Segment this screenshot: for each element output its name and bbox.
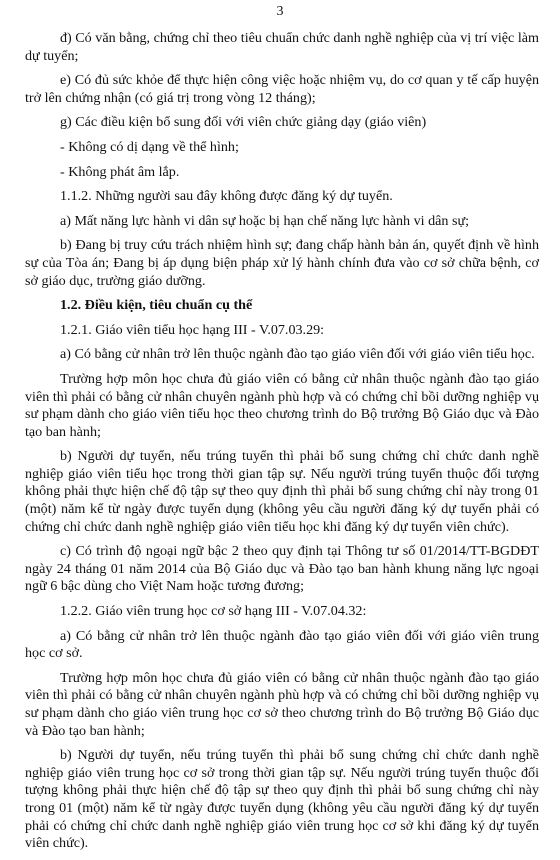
list-item-di-dang: - Không có dị dạng về thể hình; [60, 138, 239, 155]
page-number: 3 [276, 4, 284, 19]
list-item-phat-am: - Không phát âm lắp. [60, 163, 180, 180]
paragraph-g-dieu-kien-bo-sung: g) Các điều kiện bổ sung đối với viên chức giảng dạy (giáo viên) [60, 114, 427, 131]
paragraph-a-mat-nang-luc: a) Mất năng lực hành vi dân sự hoặc bị hạn chế năng lực hành vi dân sự; [60, 212, 470, 229]
paragraph-e-suc-khoe: e) Có đủ sức khỏe để thực hiện công việc hoặc nhiệm vụ, do cơ quan y tế cấp huyện trở lên chứng nhận (có giá trị trong vòng 12 tháng); [25, 72, 539, 106]
paragraph-1-2-2-a: a) Có bằng cử nhân trở lên thuộc ngành đào tạo giáo viên đối với giáo viên trung học cơ sở. [25, 627, 539, 662]
section-1-2-1-heading: 1.2.1. Giáo viên tiểu học hạng III - V.07.03.29: [60, 321, 325, 338]
paragraph-1-2-1-truong-hop: Trường hợp môn học chưa đủ giáo viên có bằng cử nhân thuộc ngành đào tạo giáo viên thì phải có bằng cử nhân chuyên ngành phù hợp và có chứng chỉ bồi dưỡng nghiệp vụ sư phạm dành cho giáo viên tiểu học theo chương trình do Bộ trưởng Bộ Giáo dục và Đào tạo ban hành; [25, 370, 539, 440]
paragraph-1-2-1-c: c) Có trình độ ngoại ngữ bậc 2 theo quy định tại Thông tư số 01/2014/TT-BGDĐT ngày 24 tháng 01 năm 2014 của Bộ Giáo dục và Đào tạo ban hành khung năng lực ngoại ngữ 6 bậc dùng cho Việt Nam hoặc tương đương; [25, 543, 539, 595]
paragraph-1-2-2-b: b) Người dự tuyển, nếu trúng tuyển thì phải bổ sung chứng chỉ chức danh nghề nghiệp giáo viên trung học cơ sở trong thời gian tập sự. Nếu người trúng tuyển thuộc đối tượng không phải thực hiện chế độ tập sự theo quy định thì phải bổ sung chứng chỉ này trong 01 (một) năm kể từ ngày được tuyển dụng (không yêu cầu người đăng ký dự tuyển phải có chứng chỉ chức danh nghề nghiệp giáo viên trung học cơ sở khi đăng ký dự tuyển viên chức). [25, 747, 539, 852]
document-body [25, 30, 539, 860]
section-1-2-2-heading: 1.2.2. Giáo viên trung học cơ sở hạng III - V.07.04.32: [60, 603, 367, 620]
paragraph-1-2-1-b: b) Người dự tuyển, nếu trúng tuyển thì phải bổ sung chứng chỉ chức danh nghề nghiệp giáo viên tiểu học trong thời gian tập sự. Nếu người trúng tuyển thuộc đối tượng không phải thực hiện chế độ tập sự theo quy định thì phải bổ sung chứng chỉ này trong 01 (một) năm kể từ ngày được tuyển dụng (không yêu cầu người đăng ký dự tuyển phải có chứng chỉ chức danh nghề nghiệp giáo viên tiểu học khi đăng ký dự tuyển viên chức). [25, 448, 539, 535]
paragraph-b-truy-cuu: b) Đang bị truy cứu trách nhiệm hình sự; đang chấp hành bản án, quyết định về hình sự của Tòa án; Đang bị áp dụng biện pháp xử lý hành chính đưa vào cơ sở chữa bệnh, cơ sở giáo dục, trường giáo dưỡng. [25, 237, 539, 289]
section-1-1-2-heading: 1.1.2. Những người sau đây không được đăng ký dự tuyển. [60, 188, 393, 205]
paragraph-1-2-1-a: a) Có bằng cử nhân trở lên thuộc ngành đào tạo giáo viên đối với giáo viên tiểu học. [60, 346, 535, 363]
paragraph-d-van-bang: đ) Có văn bằng, chứng chỉ theo tiêu chuẩn chức danh nghề nghiệp của vị trí việc làm dự tuyển; [25, 30, 539, 64]
paragraph-1-2-2-truong-hop: Trường hợp môn học chưa đủ giáo viên có bằng cử nhân thuộc ngành đào tạo giáo viên thì phải có bằng cử nhân chuyên ngành phù hợp và có chứng chỉ bồi dưỡng nghiệp vụ sư phạm dành cho giáo viên trung học cơ sở theo chương trình do Bộ trưởng Bộ Giáo dục và Đào tạo ban hành; [25, 669, 539, 739]
section-1-2-heading: 1.2. Điều kiện, tiêu chuẩn cụ thể [60, 297, 253, 314]
